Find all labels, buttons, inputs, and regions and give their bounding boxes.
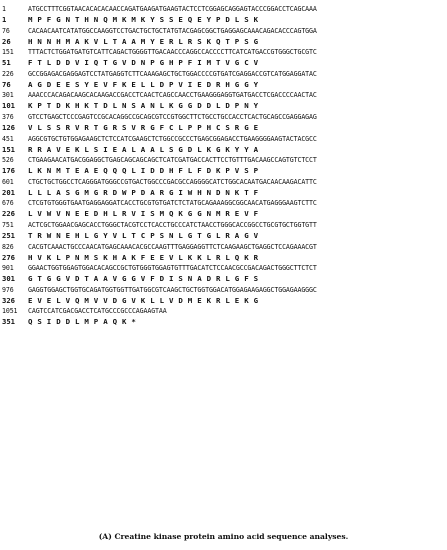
nucleotide-sequence: CAGTCCATCGACGACCTCATGCCCGCCCAGAAGTAA [28, 307, 167, 316]
amino-acid-sequence: HNNHMAKVLTAAMYERLRSKQTPSG [28, 36, 263, 46]
amino-acid-line [2, 187, 445, 199]
nucleotide-line [2, 134, 445, 144]
nucleotide-position: 676 [2, 199, 14, 208]
nucleotide-position: 751 [2, 220, 14, 229]
sequence-block [2, 69, 445, 91]
amino-acid-position: 76 [2, 79, 11, 89]
nucleotide-sequence: CACGTCAAACTGCCCAACATGAGCAAACACGCCAAGTTTGAGGAGGTTCTCAAGAAGCTGAGGCTCCAGAAACGT [28, 242, 317, 251]
nucleotide-position: 76 [2, 26, 10, 35]
sequence-panel [2, 4, 445, 328]
figure-caption: (A) Creatine kinase protein amino acid sequence analyses. [98, 532, 349, 541]
nucleotide-line [2, 285, 445, 295]
amino-acid-line [2, 79, 445, 91]
nucleotide-position: 226 [2, 69, 14, 78]
nucleotide-sequence: GGAACTGGTGGAGTGGACACAGCCGCTGTGGGTGGAGTGTTTGACATCTCCAACGCCGACAGACTGGGCTTCTCT [28, 264, 317, 273]
amino-acid-sequence: EVELVQMVVDGVKLLVDMEKRLEKG [28, 295, 263, 305]
amino-acid-sequence: LLLASGMGRDWPDARGIWHNDNKTF [28, 187, 263, 197]
amino-acid-position: 301 [2, 274, 15, 284]
nucleotide-position: 526 [2, 156, 14, 165]
amino-acid-line [2, 122, 445, 134]
amino-acid-line [2, 100, 445, 112]
nucleotide-line [2, 155, 445, 165]
sequence-block [2, 112, 445, 134]
nucleotide-position: 901 [2, 264, 14, 273]
nucleotide-position: 826 [2, 242, 14, 251]
sequence-block [2, 4, 445, 26]
sequence-block [2, 155, 445, 177]
amino-acid-position: 326 [2, 295, 15, 305]
sequence-block [2, 242, 445, 264]
nucleotide-sequence: ACTCGCTGGAACGAGCACCTGGGCTACGTCCTCACCTGCCCATCTAACCTGGGCACCGGCCTGCGTGCTGGTGTT [28, 220, 317, 229]
nucleotide-sequence: CTGAAGAACATGACGGAGGCTGAGCAGCAGCAGCTCATCGATGACCACTTCCTGTTTGACAAGCCAGTGTCTCCT [28, 156, 317, 165]
nucleotide-position: 451 [2, 134, 14, 143]
amino-acid-position: 276 [2, 252, 15, 262]
amino-acid-line [2, 57, 445, 69]
amino-acid-sequence: GTGGVDTAAVGGVFDISNADRLGFS [28, 274, 263, 284]
nucleotide-sequence: ATGCCTTTCGGTAACACACACAACCAGATGAAGATGAAGTACTCCTCGGAGCAGGAGTACCCGGACCTCAGCAAA [28, 5, 317, 13]
nucleotide-sequence: AAACCCACAGACAAGCACAAGACCGACCTCAACTCAGCCAACCTGAAGGGAGGTGATGACCTCGACCCCAACTAC [28, 91, 317, 100]
amino-acid-sequence: MPFGNTHNQMKMKYSSEQEYPDLSK [28, 15, 263, 24]
amino-acid-sequence: LKNMTEAEQQQLIDDHFLFDKPVSP [28, 166, 263, 176]
amino-acid-line [2, 316, 445, 328]
sequence-block [2, 90, 445, 112]
amino-acid-line [2, 36, 445, 48]
nucleotide-line [2, 263, 445, 273]
nucleotide-line [2, 112, 445, 122]
amino-acid-position: 201 [2, 187, 15, 197]
nucleotide-line [2, 242, 445, 252]
amino-acid-sequence: QSIDDLMPAQK* [28, 317, 141, 327]
nucleotide-position: 601 [2, 177, 14, 186]
sequence-block [2, 263, 445, 285]
amino-acid-position: 226 [2, 209, 15, 219]
nucleotide-position: 376 [2, 112, 14, 121]
amino-acid-line [2, 230, 445, 242]
nucleotide-position: 301 [2, 91, 14, 100]
nucleotide-line [2, 69, 445, 79]
sequence-block [2, 306, 445, 328]
amino-acid-line [2, 14, 445, 26]
sequence-block [2, 134, 445, 156]
amino-acid-line [2, 144, 445, 156]
sequence-block [2, 26, 445, 48]
amino-acid-position: 351 [2, 317, 15, 327]
amino-acid-position: 151 [2, 144, 15, 154]
nucleotide-line [2, 26, 445, 36]
sequence-block [2, 220, 445, 242]
nucleotide-sequence: GCCGGAGACGAGGAGTCCTATGAGGTCTTCAAAGAGCTGCTGGACCCCGTGATCGAGGACCGTCATGGAGGATAC [28, 69, 317, 78]
amino-acid-sequence: VLSSRVRTGRSVRGFCLPPHCSRGE [28, 122, 263, 132]
nucleotide-line [2, 306, 445, 316]
amino-acid-sequence: RRAVEKLSIEALAALSGDLKGKYYA [28, 144, 263, 154]
nucleotide-position: 976 [2, 285, 14, 294]
amino-acid-line [2, 208, 445, 220]
nucleotide-position: 151 [2, 48, 14, 57]
amino-acid-position: 251 [2, 230, 15, 240]
amino-acid-sequence: HVKLPNMSKHAKFEEVLKKLRLQKR [28, 252, 263, 262]
amino-acid-line [2, 165, 445, 177]
nucleotide-line [2, 198, 445, 208]
amino-acid-sequence: LVWVNEEDHLRVISMQKGGNMREVF [28, 209, 263, 219]
nucleotide-line [2, 47, 445, 57]
amino-acid-line [2, 295, 445, 307]
amino-acid-position: 26 [2, 36, 11, 46]
amino-acid-position: 126 [2, 122, 15, 132]
nucleotide-position: 1051 [2, 307, 18, 316]
amino-acid-sequence: AGDEESYEVFKELLDPVIEDRHGGY [28, 79, 263, 89]
nucleotide-sequence: AGGCGTGCTGTGGAGAAGCTCTCCATCGAAGCTCTGGCCGCCCTGAGCGGAGACCTGAAGGGGAAGTACTACGCC [28, 134, 317, 143]
nucleotide-line [2, 177, 445, 187]
nucleotide-sequence: CTGCTGCTGGCCTCAGGGATGGGCCGTGACTGGCCCGACGCCAGGGGCATCTGGCACAATGACAACAAGACATTC [28, 177, 317, 186]
sequence-block [2, 47, 445, 69]
amino-acid-sequence: KPTDKHKTDLNSANLKGGDDLDPNY [28, 101, 263, 111]
nucleotide-sequence: CTCGTGTGGGTGAATGAGGAGGATCACCTGCGTGTGATCTCTATGCAGAAAGGCGGCAACATGAGGGAAGTCTTC [28, 199, 317, 208]
nucleotide-sequence: GAGGTGGAGCTGGTGCAGATGGTGGTTGATGGCGTCAAGCTGCTGGTGGACATGGAGAAGAGGCTGGAGAAGGGC [28, 285, 317, 294]
sequence-block [2, 285, 445, 307]
amino-acid-line [2, 273, 445, 285]
nucleotide-position: 1 [2, 5, 6, 13]
amino-acid-position: 51 [2, 58, 11, 68]
amino-acid-position: 101 [2, 101, 15, 111]
nucleotide-sequence: GTCCTGAGCTCCCGAGTCCGCACAGGCCGCAGCGTCCGTGGCTTCTGCCTGCCACCTCACTGCAGCCGAGGAGAG [28, 112, 317, 121]
amino-acid-position: 1 [2, 15, 7, 24]
amino-acid-sequence: FTLDDVIQTGVDNPGHPFIMTVGCV [28, 58, 263, 68]
nucleotide-line [2, 4, 445, 14]
nucleotide-sequence: CACAACAATCATATGGCCAAGGTCCTGACTGCTGCTATGTACGAGCGGCTGAGGAGCAAACAGACACCCAGTGGA [28, 26, 317, 35]
sequence-block [2, 198, 445, 220]
amino-acid-position: 176 [2, 166, 15, 176]
nucleotide-line [2, 90, 445, 100]
amino-acid-sequence: TRWNEHLGYVLTCPSNLGTGLRAGV [28, 230, 263, 240]
sequence-block [2, 177, 445, 199]
nucleotide-sequence: TTTACTCTGGATGATGTCATTCAGACTGGGGTTGACAACCCAGGCCACCCCTTCATCATGACCGTGGGCTGCGTC [28, 48, 317, 57]
nucleotide-line [2, 220, 445, 230]
amino-acid-line [2, 252, 445, 264]
